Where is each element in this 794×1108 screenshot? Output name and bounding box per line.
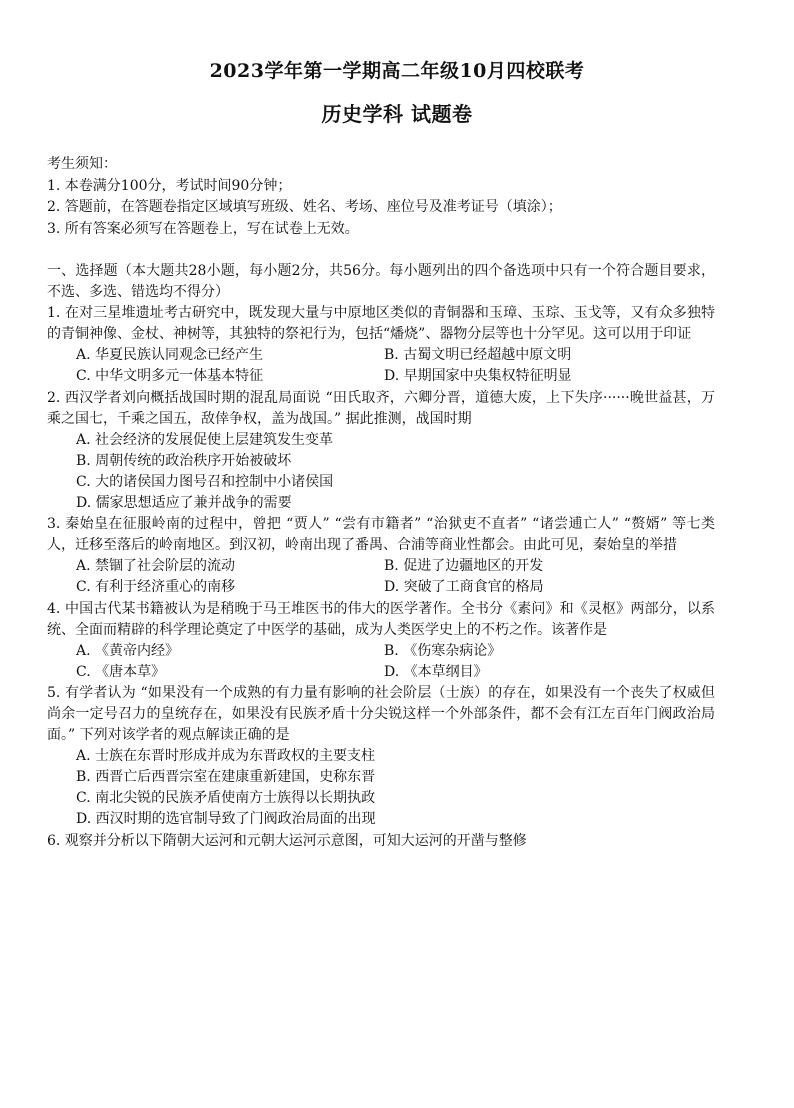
option-b: B. 古蜀文明已经超越中原文明: [384, 347, 572, 364]
exam-subtitle: 历史学科 试题卷: [321, 102, 473, 126]
option-a: A. 华夏民族认同观念已经产生: [76, 347, 264, 364]
question-stem: 1. 在对三星堆遗址考古研究中，既发现大量与中原地区类似的青铜器和玉璋、玉琮、玉戈等，又有众多独特的青铜神像、金杖、神树等，其独特的祭祀行为，包括“燔烧”、器物分层等也十分罕见。这可以用于印证: [47, 305, 715, 343]
question-6: [47, 831, 715, 852]
option-list: [47, 430, 715, 514]
question-4: [47, 599, 715, 683]
exam-title: 2023学年第一学期高二年级10月四校联考: [209, 60, 585, 82]
section-intro: 一、选择题（本大题共28小题，每小题2分，共56分。每小题列出的四个备选项中只有一个符合题目要求，不选、多选、错选均不得分）: [47, 263, 715, 301]
option-b: B. 西晋亡后西晋宗室在建康重新建国，史称东晋: [76, 769, 376, 786]
notice-heading: 考生须知：: [47, 156, 117, 172]
option-c: C. 南北尖锐的民族矛盾使南方士族得以长期执政: [76, 790, 376, 807]
question-5: [47, 683, 715, 831]
question-1: [47, 303, 715, 387]
option-c: C. 有利于经济重心的南移: [76, 579, 236, 596]
option-a: A. 《黄帝内经》: [76, 642, 180, 659]
option-b: B. 《伤寒杂病论》: [384, 642, 502, 659]
option-c: C. 大的诸侯国力图号召和控制中小诸侯国: [76, 473, 334, 490]
option-d: D. 儒家思想适应了兼并战争的需要: [76, 495, 292, 512]
option-b: B. 促进了边疆地区的开发: [384, 558, 544, 575]
question-stem: 3. 秦始皇在征服岭南的过程中，曾把 “贾人” “尝有市籍者” “治狱吏不直者” “诸尝逋亡人” “赘婿” 等七类人，迁移至落后的岭南地区。到汉初，岭南出现了番禺、合浦等商业性都会。由此可见，秦始皇的举措: [47, 516, 715, 554]
option-a: A. 社会经济的发展促使上层建筑发生变革: [76, 431, 334, 448]
option-list: [47, 746, 715, 830]
question-2: [47, 388, 715, 515]
option-d: D. 《本草纲目》: [384, 663, 488, 680]
notice-item: 3. 所有答案必须写在答题卷上，写在试卷上无效。: [47, 220, 359, 237]
question-stem: 4. 中国古代某书籍被认为是稍晚于马王堆医书的伟大的医学著作。全书分《素问》和《灵枢》两部分，以系统、全面而精辟的科学理论奠定了中医学的基础，成为人类医学史上的不朽之作。该著作是: [47, 600, 715, 638]
option-d: D. 西汉时期的选官制导致了门阀政治局面的出现: [76, 811, 376, 828]
notice-item: 2. 答题前，在答题卷指定区域填写班级、姓名、考场、座位号及准考证号（填涂）；: [47, 199, 562, 215]
candidate-notice: [47, 154, 562, 240]
option-c: C. 《唐本草》: [76, 663, 166, 680]
question-stem: 6. 观察并分析以下隋朝大运河和元朝大运河示意图，可知大运河的开凿与整修: [47, 832, 527, 849]
question-section: [47, 261, 715, 852]
question-stem: 2. 西汉学者刘向概括战国时期的混乱局面说 “田氏取齐，六卿分晋，道德大废，上下失序······晚世益甚，万乘之国七，千乘之国五，敌倖争权，盖为战国。” 据此推测，战国时期: [47, 389, 715, 427]
option-list: [47, 345, 715, 387]
option-a: A. 禁锢了社会阶层的流动: [76, 558, 236, 575]
option-b: B. 周朝传统的政治秩序开始被破坏: [76, 452, 292, 469]
notice-item: 1. 本卷满分100分，考试时间90分钟；: [47, 177, 292, 194]
option-d: D. 突破了工商食官的格局: [384, 579, 544, 596]
question-3: [47, 514, 715, 598]
option-d: D. 早期国家中央集权特征明显: [384, 368, 572, 385]
option-a: A. 士族在东晋时形成并成为东晋政权的主要支柱: [76, 748, 376, 765]
option-list: [47, 641, 715, 683]
option-c: C. 中华文明多元一体基本特征: [76, 368, 264, 385]
question-stem: 5. 有学者认为 “如果没有一个成熟的有力量有影响的社会阶层（士族）的存在，如果没有一个丧失了权威但尚余一定号召力的皇统存在，如果没有民族矛盾十分尖锐这样一个外部条件，都不会有江左百年门阀政治局面。” 下列对该学者的观点解读正确的是: [47, 684, 715, 744]
option-list: [47, 556, 715, 598]
